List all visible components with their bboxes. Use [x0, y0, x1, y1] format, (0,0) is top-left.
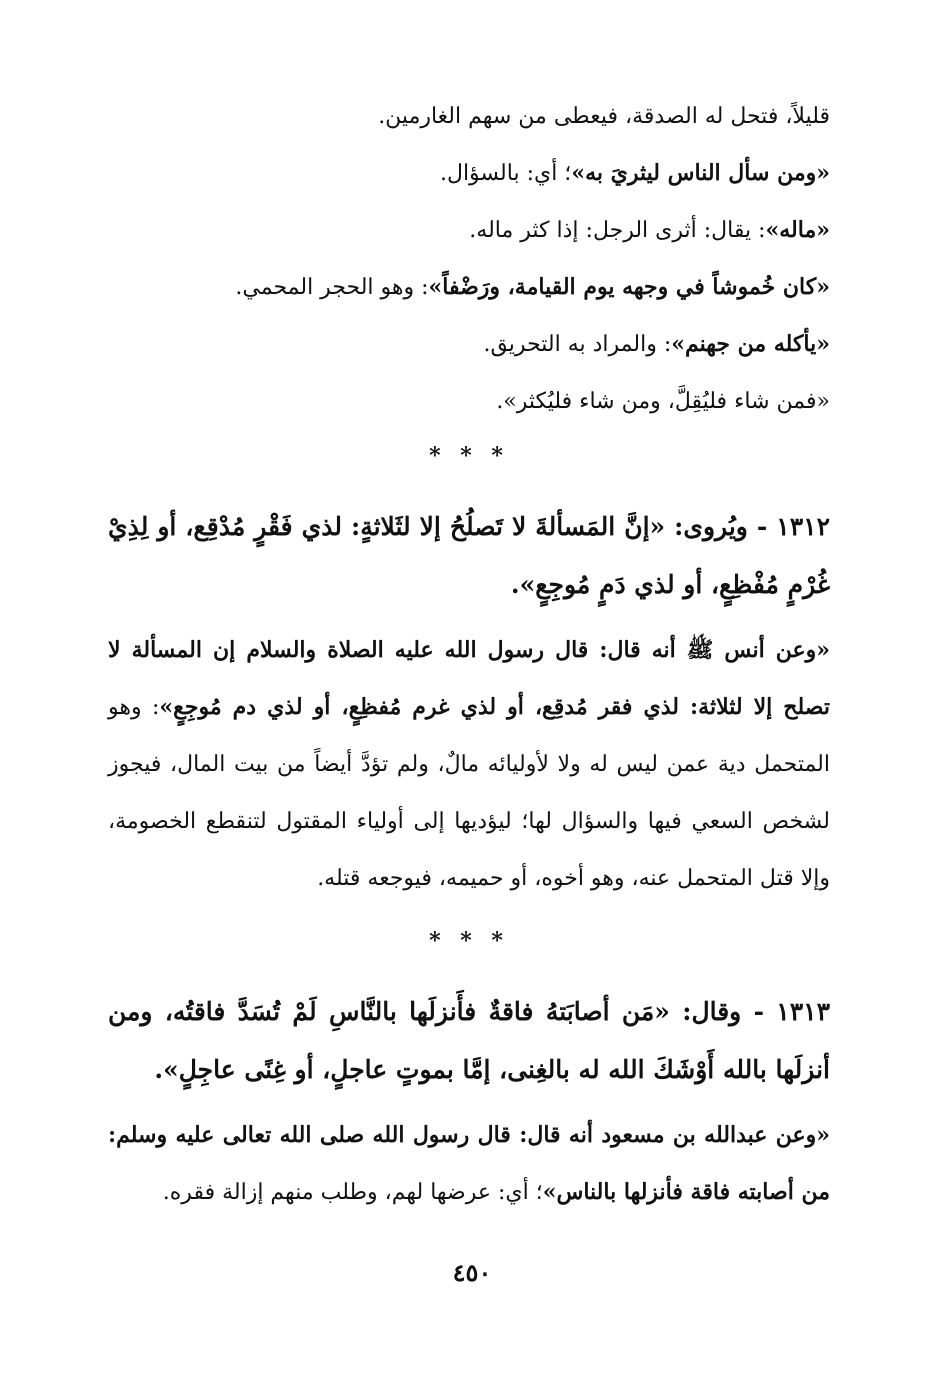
intro-line-5-gloss: : والمراد به التحريق. [483, 332, 672, 357]
intro-line-4 [108, 259, 830, 316]
intro-line-3 [108, 202, 830, 259]
intro-line-2 [108, 145, 830, 202]
intro-line-6 [108, 373, 830, 430]
intro-line-5-quote: «يأكله من جهنم» [671, 331, 830, 357]
intro-line-1-text: قليلاً، فتحل له الصدقة، فيعطى من سهم الغارمين. [378, 104, 830, 129]
intro-line-4-gloss: : وهو الحجر المحمي. [235, 275, 429, 300]
page-body [108, 88, 830, 1221]
intro-line-4-quote: «كان خُموشاً في وجهه يوم القيامة، ورَضْفاً» [428, 274, 830, 300]
intro-line-3-gloss: : يقال: أثرى الرجل: إذا كثر ماله. [469, 218, 766, 243]
intro-line-6-text: «فمن شاء فليُقِلَّ، ومن شاء فليُكثر». [496, 389, 830, 414]
hadith-1312-commentary-quote: «وعن أنس ﷺ أنه قال: قال رسول الله عليه الصلاة والسلام إن المسألة لا تصلح إلا لثلاثة: لذي فقر مُدقِع، أو لذي غرم مُفظِعٍ، أو لذي دم مُوجِعٍ» [108, 637, 830, 720]
section-separator-2: * * * [429, 928, 509, 954]
section-separator: * * * [429, 443, 509, 469]
hadith-1313-commentary [108, 1107, 830, 1221]
intro-line-5 [108, 316, 830, 373]
hadith-1312-text: ١٣١٢ - ويُروى: «إنَّ المَسألةَ لا تَصلُحُ إلا لثَلاثةٍ: لذي فَقْرٍ مُدْقِع، أو لِذِيْ غُرْمٍ مُفْظِعٍ، أو لذي دَمٍ مُوجِعٍ». [108, 512, 830, 599]
hadith-1312-commentary-gloss: : وهو المتحمل دية عمن ليس له ولا لأوليائه مالٌ، ولم تؤدَّ أيضاً من بيت المال، فيجوز لشخص السعي فيها والسؤال لها؛ ليؤديها إلى أولياء المقتول لتنقطع الخصومة، وإلا قتل المتحمل عنه، وهو أخوه، أو حميمه، فيوجعه قتله. [108, 695, 830, 891]
intro-line-2-quote: «ومن سأل الناس ليثريَ به» [571, 160, 830, 186]
hadith-1313-commentary-quote: «وعن عبدالله بن مسعود أنه قال: قال رسول الله صلى الله تعالى عليه وسلم: من أصابته فاقة فأنزلها بالناس» [108, 1122, 830, 1205]
hadith-1312-commentary [108, 622, 830, 907]
intro-line-1 [108, 88, 830, 145]
hadith-1313-commentary-gloss: ؛ أي: عرضها لهم، وطلب منهم إزالة فقره. [162, 1180, 543, 1205]
intro-line-3-quote: «ماله» [765, 217, 830, 243]
page-number: ٤٥٠ [452, 1258, 492, 1287]
hadith-1313-text: ١٣١٣ - وقال: «مَن أصابَتهُ فاقةٌ فأَنزلَها بالنَّاسِ لَمْ تُسَدَّ فاقتُه، ومن أنزلَها بالله أَوْشَكَ الله له بالغِنى، إمَّا بموتٍ عاجلٍ، أو غِنًى عاجِلٍ». [108, 997, 830, 1084]
intro-line-2-gloss: ؛ أي: بالسؤال. [439, 161, 572, 186]
